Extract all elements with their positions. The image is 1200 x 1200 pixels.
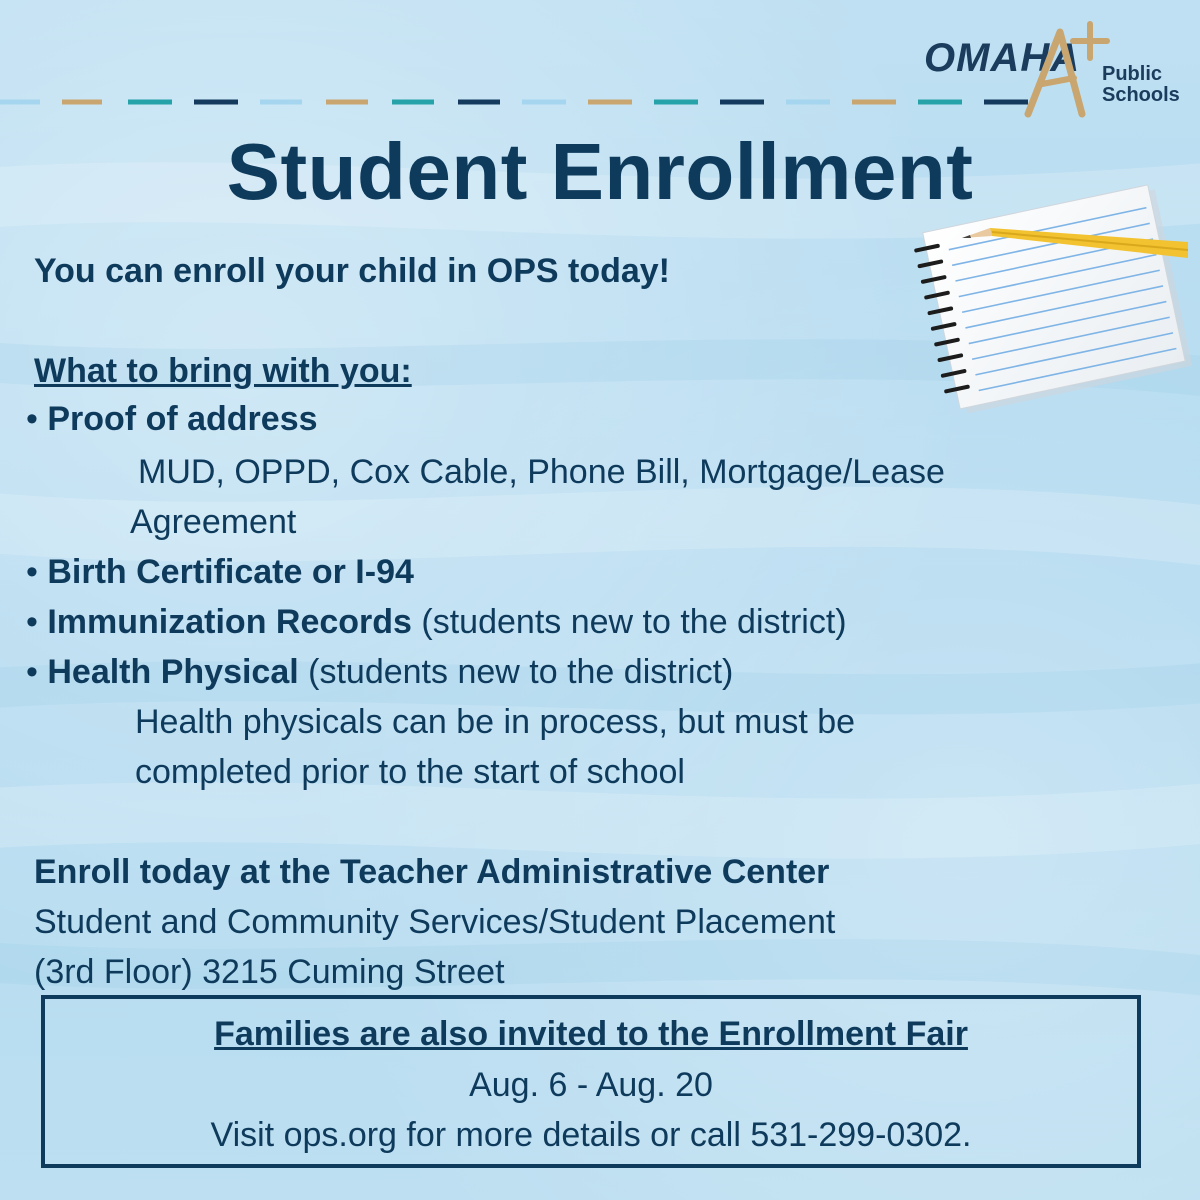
bullet: •: [26, 400, 38, 438]
logo-schools: Schools: [1102, 84, 1180, 106]
fair-heading: Families are also invited to the Enrollment Fair: [214, 1015, 968, 1053]
item-note: (students new to the district): [298, 653, 734, 691]
item-label: Immunization Records: [47, 603, 412, 641]
location-heading: Enroll today at the Teacher Administrative Center: [34, 853, 830, 891]
item-label: Birth Certificate or I-94: [47, 553, 414, 591]
logo-public: Public: [1102, 63, 1163, 85]
intro-text: You can enroll your child in OPS today!: [34, 252, 671, 290]
bullet: •: [26, 553, 38, 591]
page-title: Student Enrollment: [226, 127, 974, 216]
list-item-immunization-records: [26, 603, 847, 641]
dashed-divider: [0, 98, 1200, 106]
fair-contact: Visit ops.org for more details or call 531-299-0302.: [210, 1116, 972, 1154]
bring-heading: What to bring with you:: [34, 352, 412, 390]
location-address: (3rd Floor) 3215 Cuming Street: [34, 953, 505, 991]
notepad-pencil-icon: [898, 168, 1198, 418]
item-label: Health Physical: [47, 653, 299, 691]
list-item-proof-of-address: [26, 400, 318, 438]
location-line-1: Student and Community Services/Student Placement: [34, 903, 836, 941]
item-label: Proof of address: [47, 400, 318, 438]
fair-dates: Aug. 6 - Aug. 20: [469, 1066, 713, 1104]
item-detail: Health physicals can be in process, but must be: [135, 703, 856, 741]
item-detail: completed prior to the start of school: [135, 753, 685, 791]
list-item-health-physical: [26, 653, 733, 691]
bullet: •: [26, 653, 38, 691]
enrollment-fair-box: [41, 995, 1141, 1168]
logo-omaha-text: OMAHA: [924, 36, 1081, 80]
item-detail: Agreement: [130, 503, 297, 541]
item-note: (students new to the district): [411, 603, 847, 641]
bullet: •: [26, 603, 38, 641]
list-item-birth-certificate: [26, 553, 414, 591]
item-detail: MUD, OPPD, Cox Cable, Phone Bill, Mortgage/Lease: [138, 453, 945, 491]
